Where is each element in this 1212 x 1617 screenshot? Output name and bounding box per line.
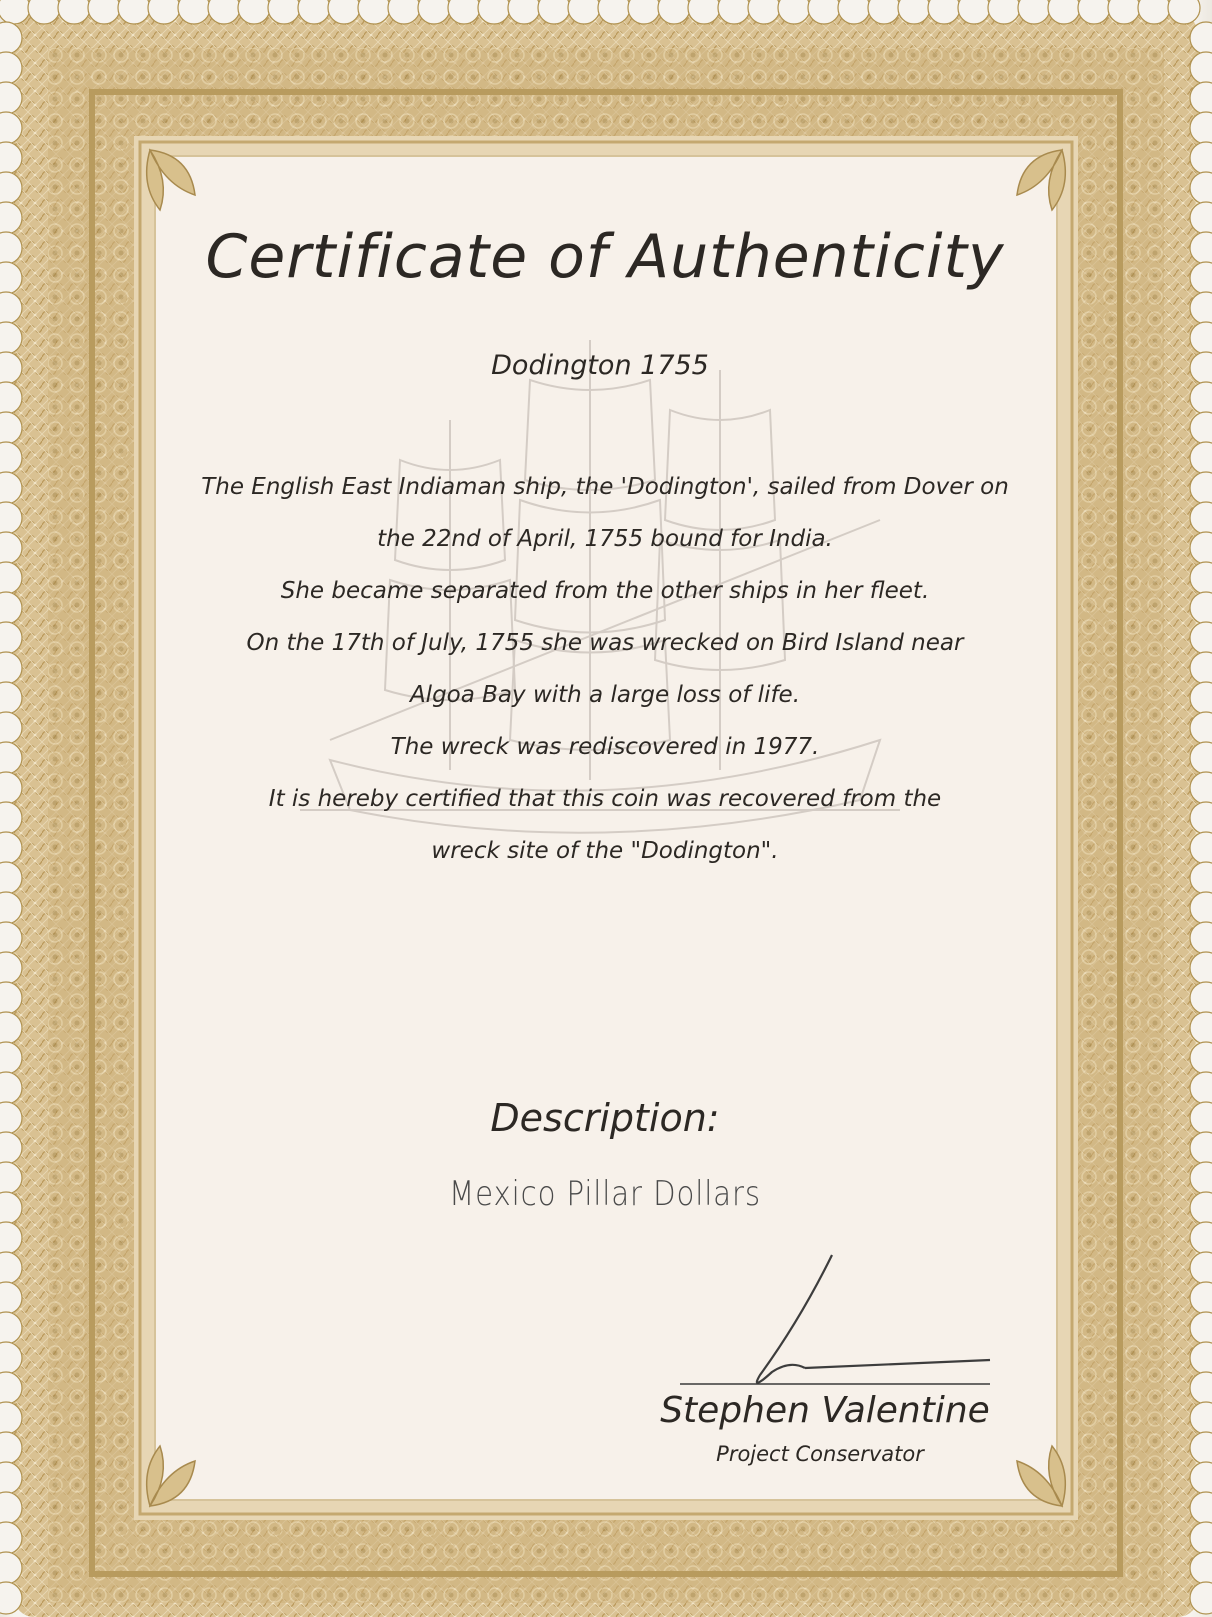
certificate-body <box>200 461 1010 877</box>
body-line: The English East Indiaman ship, the 'Dodington', sailed from Dover on <box>201 474 1009 500</box>
body-line: It is hereby certified that this coin was recovered from the <box>268 786 942 812</box>
body-line: the 22nd of April, 1755 bound for India. <box>377 526 833 552</box>
signer-name: Stephen Valentine <box>660 1390 990 1431</box>
body-line: wreck site of the "Dodington". <box>431 838 779 864</box>
signer-role: Project Conservator <box>716 1442 924 1466</box>
certificate-title: Certificate of Authenticity <box>205 222 1005 292</box>
description-heading: Description: <box>490 1096 720 1140</box>
ship-subtitle: Dodington 1755 <box>491 350 709 381</box>
description-value: Mexico Pillar Dollars <box>449 1174 761 1214</box>
body-line: On the 17th of July, 1755 she was wrecked on Bird Island near <box>246 630 964 656</box>
body-line: The wreck was rediscovered in 1977. <box>390 734 820 760</box>
body-line: Algoa Bay with a large loss of life. <box>409 682 801 708</box>
body-line: She became separated from the other ships in her fleet. <box>280 578 930 604</box>
